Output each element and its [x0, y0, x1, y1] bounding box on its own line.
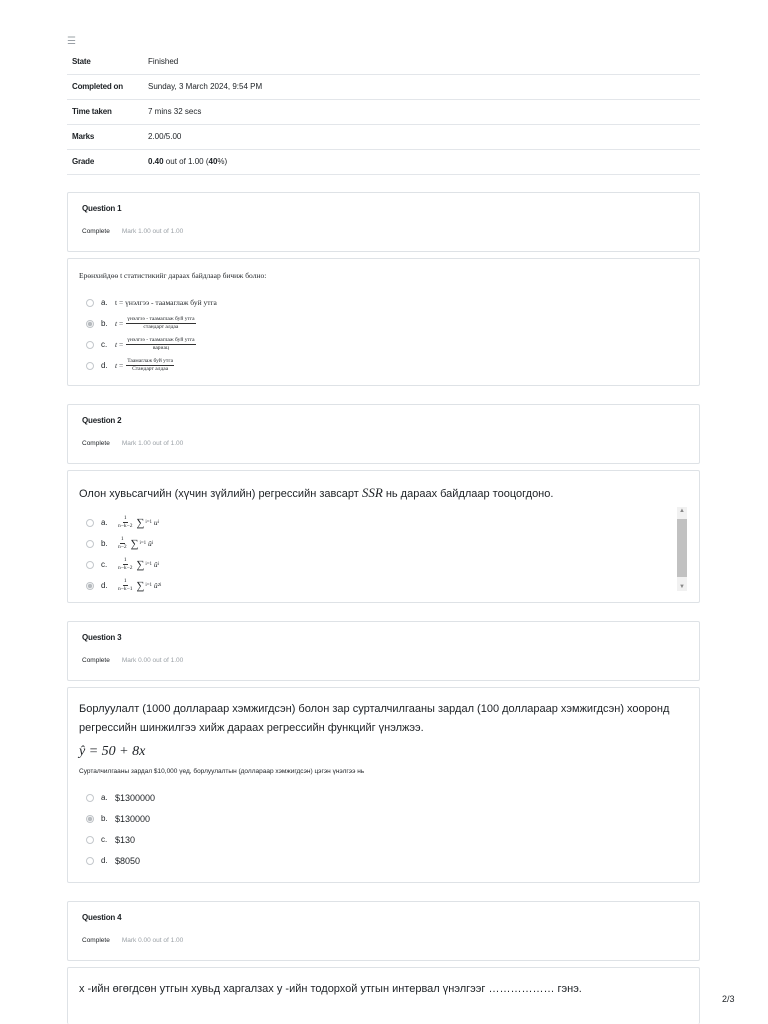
question-state	[82, 228, 685, 235]
question-2-info	[67, 404, 700, 464]
summary-label: Grade	[67, 149, 144, 174]
option-letter: a.	[101, 298, 108, 307]
option-text: $130	[115, 834, 136, 845]
state-text: Complete	[82, 937, 110, 944]
fraction-numerator: үнэлгээ - таамаглаж буй утга	[127, 316, 195, 322]
state-text: Complete	[82, 440, 110, 447]
question-4-body	[67, 967, 700, 1024]
scroll-down-icon[interactable]: ▼	[679, 584, 685, 590]
radio-button[interactable]	[86, 561, 94, 569]
fraction-denominator: Стандарт алдаа	[132, 366, 169, 372]
fraction-denominator: стандарт алдаа	[143, 324, 179, 330]
state-text: Complete	[82, 228, 110, 235]
fraction-numerator: 1	[120, 536, 124, 542]
radio-button[interactable]	[86, 836, 94, 844]
question-number: Question 4	[82, 913, 122, 922]
summary-value: Sunday, 3 March 2024, 9:54 PM	[144, 74, 700, 99]
option-formula: t = $\frac{\text{үнэлгээ - таамаглаж буй утга}}{\text{вариац}}$	[115, 337, 195, 351]
option-letter: b.	[101, 319, 108, 328]
option-letter: d.	[101, 581, 108, 590]
option-formula: t = $\frac{\text{үнэлгээ - таамаглаж буй утга}}{\text{стандарт алдаа}}$	[115, 316, 195, 330]
radio-button[interactable]	[86, 540, 94, 548]
summary-label: State	[67, 49, 144, 74]
radio-button[interactable]	[86, 299, 94, 307]
option-letter: c.	[101, 340, 108, 349]
option-b[interactable]	[86, 533, 688, 554]
fraction-denominator: n−k−2	[118, 565, 133, 571]
question-mark: Mark 0.00 out of 1.00	[121, 937, 184, 944]
option-b[interactable]	[86, 313, 688, 334]
option-formula: $\frac{1}{n-k-2}$ ∑ i=1 û i	[118, 557, 160, 571]
summand: û	[153, 560, 158, 569]
option-c[interactable]	[86, 829, 688, 850]
radio-button-selected[interactable]	[86, 815, 94, 823]
fraction-denominator: n−k−1	[118, 586, 133, 592]
summary-row-completed	[67, 74, 700, 99]
question-3-info	[67, 621, 700, 681]
grade-end: %)	[217, 157, 228, 166]
sum-symbol: ∑	[136, 516, 145, 529]
option-formula: t = $\frac{\text{Таамаглаж буй утга}}{\text{Стандарт алдаа}}$	[115, 358, 174, 372]
regression-formula: ŷ = 50 + 8x	[79, 744, 146, 759]
summary-value: 2.00/5.00	[144, 124, 700, 149]
summary-value: 7 mins 32 secs	[144, 99, 700, 124]
summand: û	[148, 539, 152, 548]
question-text: Борлуулалт (1000 доллараар хэмжигдсэн) болон зар сурталчилгааны зардал (100 доллараар хэмжигдсэн) хооронд регрессийн шинжилгээ хийж дараах регрессийн функцийг үнэлжээ.	[79, 703, 670, 734]
option-letter: a.	[101, 518, 108, 527]
page-number: 2/3	[722, 994, 735, 1004]
option-letter: a.	[101, 793, 108, 802]
scrollbar[interactable]	[677, 507, 687, 591]
summary-label: Marks	[67, 124, 144, 149]
grade-percent: 40	[208, 157, 218, 166]
option-formula: $\frac{1}{n-k-2}$ ∑ i=1 u i	[118, 515, 160, 529]
fraction-numerator: 1	[123, 515, 127, 521]
option-a[interactable]	[86, 787, 688, 808]
sum-symbol: ∑	[130, 537, 139, 550]
question-number: Question 2	[82, 416, 122, 425]
radio-button[interactable]	[86, 341, 94, 349]
radio-button[interactable]	[86, 794, 94, 802]
summand: û²	[153, 581, 160, 590]
question-text-part: нь дараах байдлаар тооцогдоно.	[382, 488, 554, 500]
option-formula: t = үнэлгээ - таамаглаж буй утга	[115, 298, 217, 307]
grade-out-of: out of 1.00 (	[163, 157, 209, 166]
summary-row-marks	[67, 124, 700, 149]
sum-symbol: ∑	[136, 558, 145, 571]
attempt-summary-table	[67, 49, 700, 175]
summary-value	[144, 149, 700, 174]
fraction-denominator: вариац	[152, 345, 169, 351]
summary-row-state	[67, 49, 700, 74]
question-text	[79, 483, 688, 504]
option-text: $1300000	[115, 792, 156, 803]
question-state	[82, 937, 685, 944]
question-text: Ерөнхийдөө t статистикийг дараах байдлаар бичиж болно:	[79, 271, 267, 280]
summand: u	[153, 518, 158, 527]
hamburger-icon[interactable]: ☰	[67, 36, 76, 47]
question-mark: Mark 0.00 out of 1.00	[121, 657, 184, 664]
summary-row-time	[67, 99, 700, 124]
summary-row-grade	[67, 149, 700, 174]
question-mark: Mark 1.00 out of 1.00	[121, 228, 184, 235]
option-formula: $\frac{1}{n-2}$ ∑ i=1 û i	[118, 536, 154, 550]
question-text: x -ийн өгөгдсөн утгын хувьд харгалзах y -ийн тодорхой утгын интервал үнэлгээг ……………… гэнэ.	[79, 983, 582, 995]
question-mark: Mark 1.00 out of 1.00	[121, 440, 184, 447]
option-letter: c.	[101, 560, 108, 569]
option-formula: $\frac{1}{n-k-1}$ ∑ i=1 û² i	[118, 578, 162, 592]
option-letter: b.	[101, 539, 108, 548]
summary-label: Time taken	[67, 99, 144, 124]
option-c[interactable]	[86, 334, 688, 355]
sum-symbol: ∑	[136, 579, 145, 592]
radio-button[interactable]	[86, 519, 94, 527]
answer-options	[79, 787, 688, 871]
option-d[interactable]	[86, 355, 688, 376]
answer-options	[79, 292, 688, 376]
question-1-info	[67, 192, 700, 252]
summary-label: Completed on	[67, 74, 144, 99]
question-number: Question 3	[82, 633, 122, 642]
summary-value: Finished	[144, 49, 700, 74]
question-state	[82, 440, 685, 447]
fraction-denominator: n−k−2	[118, 523, 133, 529]
sum-limit: i=1	[139, 541, 147, 546]
state-text: Complete	[82, 657, 110, 664]
question-state	[82, 657, 685, 664]
sum-limit: i=1	[145, 583, 153, 588]
sum-limit: i=1	[145, 520, 153, 525]
sum-limit: i=1	[145, 562, 153, 567]
option-letter: d.	[101, 856, 108, 865]
radio-button-selected[interactable]	[86, 320, 94, 328]
fraction-numerator: үнэлгээ - таамаглаж буй утга	[127, 337, 195, 343]
question-3-body	[67, 687, 700, 883]
question-subtext: Сурталчилгааны зардал $10,000 үед, борлуулалтын (доллараар хэмжигдсэн) цэгэн үнэлгээ нь	[79, 768, 365, 775]
option-letter: d.	[101, 361, 108, 370]
option-text: $8050	[115, 855, 141, 866]
option-a[interactable]	[86, 512, 688, 533]
fraction-denominator: n−2	[118, 544, 127, 550]
option-a[interactable]	[86, 292, 688, 313]
option-d[interactable]	[86, 575, 688, 596]
grade-score: 0.40	[148, 157, 164, 166]
option-b[interactable]	[86, 808, 688, 829]
fraction-numerator: 1	[123, 578, 127, 584]
scroll-up-icon[interactable]: ▲	[679, 508, 685, 514]
ssr-symbol: SSR	[361, 485, 383, 500]
question-2-body	[67, 470, 700, 603]
radio-button[interactable]	[86, 362, 94, 370]
option-text: $130000	[115, 813, 151, 824]
fraction-numerator: Таамаглаж буй утга	[127, 358, 174, 364]
option-letter: b.	[101, 814, 108, 823]
answer-options	[79, 512, 688, 596]
option-letter: c.	[101, 835, 108, 844]
radio-button[interactable]	[86, 857, 94, 865]
radio-button-selected[interactable]	[86, 582, 94, 590]
question-number: Question 1	[82, 204, 122, 213]
fraction-numerator: 1	[123, 557, 127, 563]
question-text-part: Олон хувьсагчийн (хүчин зүйлийн) регрессийн завсарт	[79, 488, 362, 500]
option-c[interactable]	[86, 554, 688, 575]
question-4-info	[67, 901, 700, 961]
scrollbar-thumb[interactable]	[677, 519, 687, 577]
question-1-body	[67, 258, 700, 386]
option-d[interactable]	[86, 850, 688, 871]
